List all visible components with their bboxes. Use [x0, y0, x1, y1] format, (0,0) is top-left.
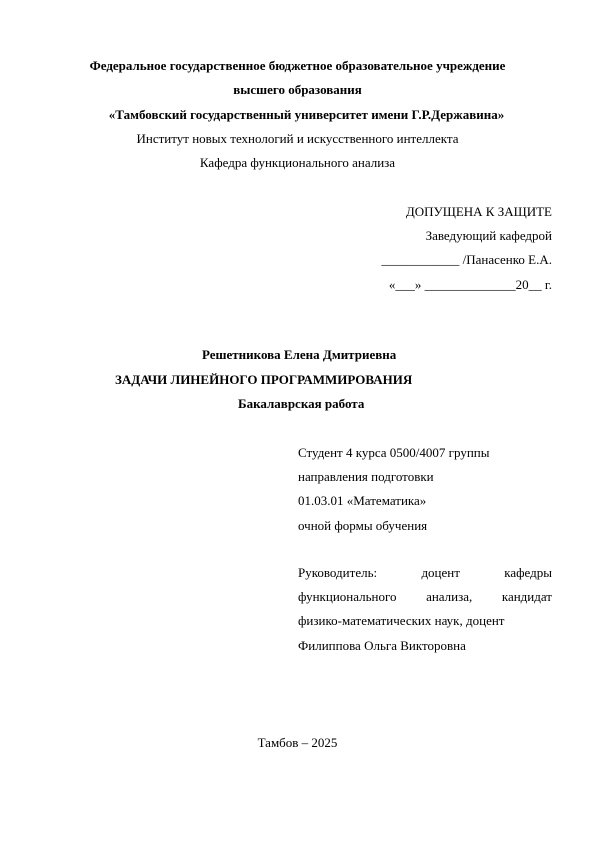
author-name: Решетникова Елена Дмитриевна: [202, 347, 397, 362]
city-year: Тамбов – 2025: [257, 735, 338, 750]
supervisor-line-3: физико-математических наук, доцент: [298, 613, 505, 628]
student-line-4: очной формы обучения: [298, 518, 428, 533]
department-name: Кафедра функционального анализа: [199, 155, 396, 170]
institute-name: Институт новых технологий и искусственного интеллекта: [136, 131, 459, 146]
organization-line-1: Федеральное государственное бюджетное образовательное учреждение: [89, 58, 506, 73]
supervisor-word: кафедры: [504, 565, 552, 580]
supervisor-word: функционального: [298, 589, 397, 604]
approval-date-line: «___» ______________20__ г.: [388, 277, 552, 292]
work-type: Бакалаврская работа: [238, 396, 365, 411]
supervisor-word: кандидат: [501, 589, 552, 604]
approval-title: ДОПУЩЕНА К ЗАЩИТЕ: [405, 204, 552, 219]
supervisor-name: Филиппова Ольга Викторовна: [298, 638, 466, 653]
supervisor-word: Руководитель:: [298, 565, 378, 580]
supervisor-line-1: [298, 566, 552, 579]
supervisor-word: анализа,: [426, 589, 473, 604]
approval-signature-line: ____________ /Панасенко Е.А.: [381, 252, 552, 267]
approval-role: Заведующий кафедрой: [425, 228, 552, 243]
student-line-3: 01.03.01 «Математика»: [298, 493, 427, 508]
supervisor-word: доцент: [421, 565, 460, 580]
student-line-2: направления подготовки: [298, 469, 434, 484]
organization-line-2: высшего образования: [233, 82, 362, 97]
supervisor-line-2: [298, 590, 552, 603]
work-title: ЗАДАЧИ ЛИНЕЙНОГО ПРОГРАММИРОВАНИЯ: [115, 372, 413, 387]
university-name: «Тамбовский государственный университет имени Г.Р.Державина»: [108, 107, 505, 122]
student-line-1: Студент 4 курса 0500/4007 группы: [298, 445, 490, 460]
